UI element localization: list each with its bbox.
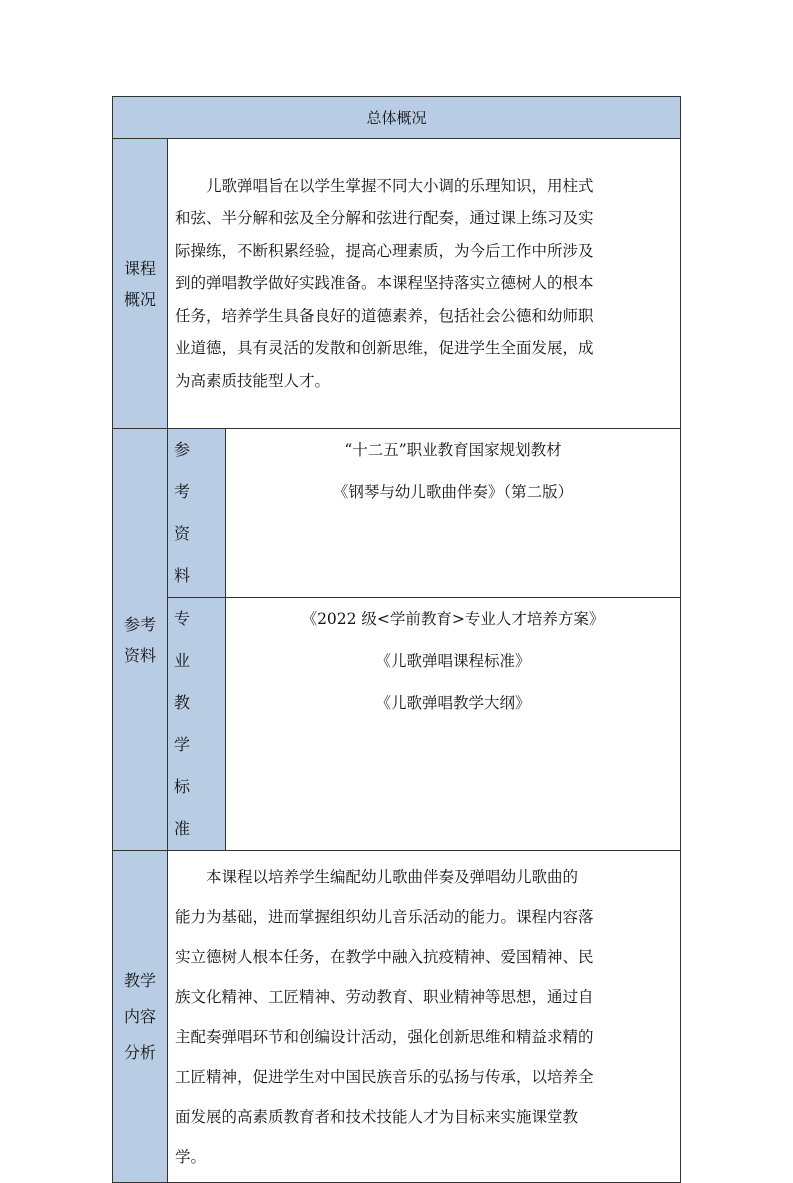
text-line: 为高素质技能型人才。 xyxy=(175,371,331,390)
text-line: 工匠精神，促进学生对中国民族音乐的弘扬与传承，以培养全 xyxy=(175,1067,594,1086)
text-line: 际操练，不断积累经验，提高心理素质，为今后工作中所涉及 xyxy=(175,241,594,260)
teaching-standards-label xyxy=(168,598,226,851)
text-line: 族文化精神、工匠精神、劳动教育、职业精神等思想，通过自 xyxy=(175,987,594,1006)
text-line: 主配奏弹唱环节和创编设计活动，强化创新思维和精益求精的 xyxy=(175,1027,594,1046)
text-line: 业道德，具有灵活的发散和创新思维，促进学生全面发展，成 xyxy=(175,339,594,358)
text-line: 学。 xyxy=(175,1147,207,1166)
reference-item: “十二五”职业教育国家规划教材 xyxy=(344,441,562,459)
table-title: 总体概况 xyxy=(113,97,681,139)
standard-item: 《2022 级<学前教育>专业人才培养方案》 xyxy=(301,610,605,628)
label-line: 专业 xyxy=(174,609,200,670)
content-analysis-text xyxy=(168,851,681,1183)
label-line: 课程 xyxy=(123,258,156,278)
label-line: 教学 xyxy=(174,693,200,754)
label-line: 参考 xyxy=(174,440,200,501)
text-line: 儿歌弹唱旨在以学生掌握不同大小调的乐理知识，用柱式 xyxy=(206,176,594,195)
text-line: 实立德树人根本任务，在教学中融入抗疫精神、爱国精神、民 xyxy=(175,947,594,966)
references-label xyxy=(113,429,168,851)
content-analysis-label xyxy=(113,851,168,1183)
label-line: 教学 xyxy=(123,970,156,990)
label-line: 资料 xyxy=(174,524,200,585)
label-line: 内容 xyxy=(123,1006,156,1026)
standard-item: 《儿歌弹唱课程标准》 xyxy=(375,652,531,670)
text-line: 能力为基础，进而掌握组织幼儿音乐活动的能力。课程内容落 xyxy=(175,907,594,926)
label-line: 标准 xyxy=(174,777,200,838)
label-line: 参考 xyxy=(123,614,156,634)
label-line: 分析 xyxy=(123,1042,156,1062)
text-line: 任务，培养学生具备良好的道德素养，包括社会公德和幼师职 xyxy=(175,306,594,325)
text-line: 面发展的高素质教育者和技术技能人才为目标来实施课堂教 xyxy=(175,1107,579,1126)
course-overview-label xyxy=(113,139,168,429)
text-line: 和弦、半分解和弦及全分解和弦进行配奏，通过课上练习及实 xyxy=(175,209,594,228)
course-overview-text xyxy=(168,139,681,429)
label-line: 概况 xyxy=(123,289,156,309)
text-line: 到的弹唱教学做好实践准备。本课程坚持落实立德树人的根本 xyxy=(175,274,594,293)
label-line: 资料 xyxy=(123,645,156,665)
reference-material-label xyxy=(168,429,226,598)
reference-material-row xyxy=(113,429,681,598)
text-line: 本课程以培养学生编配幼儿歌曲伴奏及弹唱幼儿歌曲的 xyxy=(206,867,579,886)
overview-table xyxy=(112,96,681,1183)
reference-material-list xyxy=(226,429,681,598)
course-overview-row xyxy=(113,139,681,429)
content-analysis-row xyxy=(113,851,681,1183)
reference-item: 《钢琴与幼儿歌曲伴奏》（第二版） xyxy=(332,483,574,501)
title-row xyxy=(113,97,681,139)
teaching-standards-list xyxy=(226,598,681,851)
standard-item: 《儿歌弹唱教学大纲》 xyxy=(375,694,531,712)
teaching-standards-row xyxy=(113,598,681,851)
